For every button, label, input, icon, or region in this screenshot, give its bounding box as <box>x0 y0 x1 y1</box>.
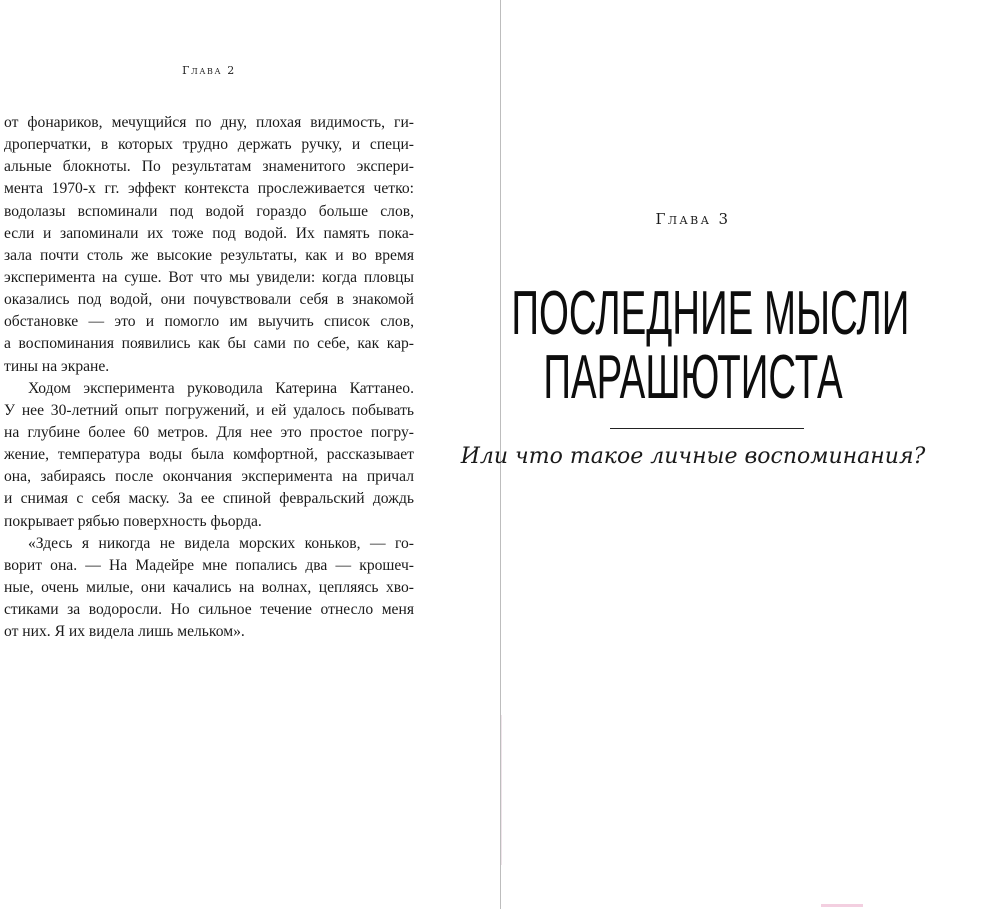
text-line: стиками за водоросли. Но сильное течение отнесло меня <box>4 601 414 619</box>
chapter-opener <box>400 0 984 909</box>
text-line: от фонариков, мечущийся по дну, плохая видимость, ги- <box>4 114 414 131</box>
chapter-title-line: ПОСЛЕДНИЕ МЫСЛИ <box>511 279 910 348</box>
text-line: покрывает рябью поверхность фьорда. <box>4 512 262 530</box>
text-line: зала почти столь же высокие результаты, как и во время <box>4 246 414 264</box>
text-line: альные блокноты. По результатам знаменитого экспери- <box>4 158 414 176</box>
text-line: эксперимента на суше. Вот что мы увидели: когда пловцы <box>4 268 414 286</box>
text-line: дроперчатки, в которых трудно держать ручку, и специ- <box>4 136 414 154</box>
text-line: от них. Я их видела лишь мельком». <box>4 623 245 641</box>
text-line: и снимая с себя маску. За ее спиной февральский дождь <box>4 490 414 508</box>
text-line: ные, очень милые, они качались на волнах, цепляясь хво- <box>4 578 414 596</box>
text-line: обстановке — это и помогло им выучить список слов, <box>4 313 414 331</box>
text-line: если и запоминали их тоже под водой. Их память пока- <box>4 224 414 242</box>
chapter-subtitle: Или что такое личные воспоминания? <box>460 444 926 469</box>
running-head: Глава 2 <box>182 64 236 77</box>
text-line: на глубине более 60 метров. Для нее это простое погру- <box>4 423 414 441</box>
text-line: а воспоминания появились как бы сами по себе, как кар- <box>4 335 414 353</box>
text-line: тины на экране. <box>4 357 110 375</box>
text-line: она, забираясь после окончания эксперимента на причал <box>4 468 414 486</box>
text-line: водолазы вспоминали под водой гораздо больше слов, <box>4 202 414 220</box>
text-line: ворит она. — На Мадейре мне попались два — крошеч- <box>4 556 414 574</box>
text-line: оказались под водой, они почувствовали себя в знакомой <box>4 291 414 309</box>
title-divider <box>610 428 804 429</box>
text-line: У нее 30-летний опыт погружений, и ей удалось побывать <box>4 401 414 419</box>
right-page <box>460 0 984 909</box>
body-text <box>4 112 414 643</box>
text-line: «Здесь я никогда не видела морских коньков, — го- <box>28 534 414 552</box>
text-line: мента 1970-х гг. эффект контекста прослеживается четко: <box>4 180 414 198</box>
chapter-label: Глава 3 <box>655 210 731 228</box>
chapter-title-line: ПАРАШЮТИСТА <box>543 343 843 412</box>
chapter-title <box>400 279 984 412</box>
text-line: Ходом эксперимента руководила Катерина Каттанео. <box>28 379 414 397</box>
text-line: жение, температура воды была комфортной, рассказывает <box>4 446 414 464</box>
